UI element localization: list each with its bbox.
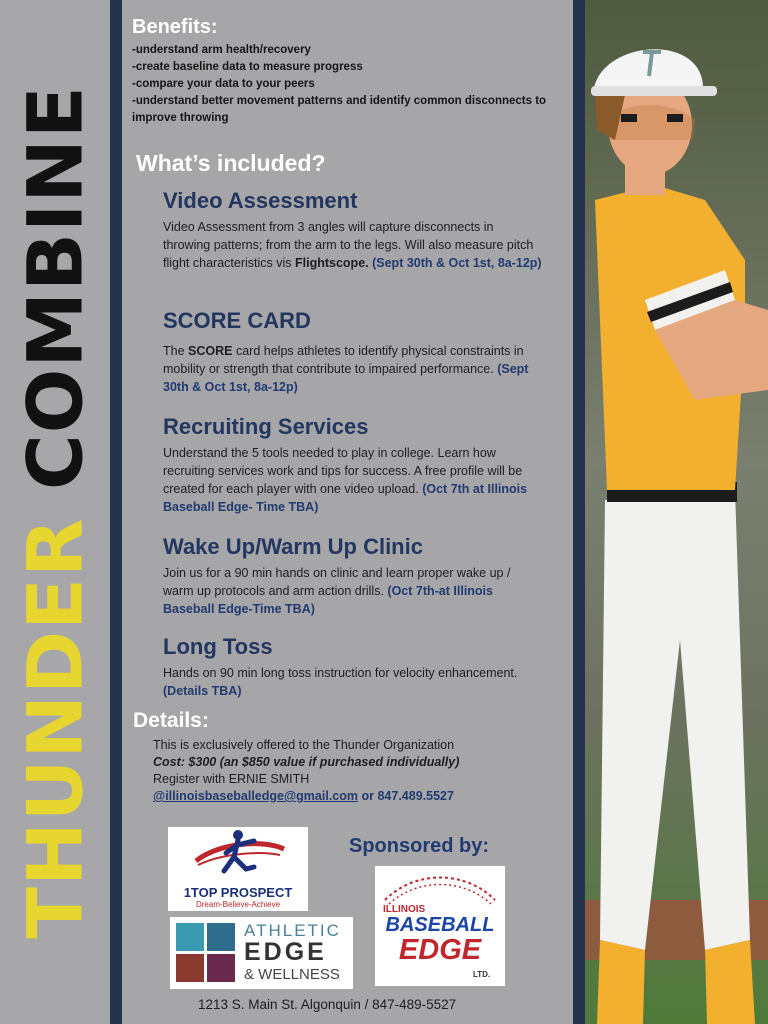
athletic-edge-line2: EDGE [244, 938, 327, 966]
athletic-edge-line1: ATHLETIC [244, 921, 341, 940]
pitcher-icon [168, 827, 308, 887]
athletic-edge-line3: & WELLNESS [244, 966, 340, 983]
baseball-edge-line4: LTD. [473, 970, 491, 979]
details-contact [153, 788, 553, 805]
section-title-wakeup: Wake Up/Warm Up Clinic [163, 534, 423, 559]
top-prospect-name: 1TOP PROSPECT [183, 885, 293, 900]
longtoss-schedule: (Details TBA) [163, 684, 242, 698]
section-body-recruiting [163, 444, 543, 516]
section-title-recruiting: Recruiting Services [163, 414, 369, 439]
title-band [0, 0, 110, 1024]
frame-right [573, 0, 585, 1024]
details-heading: Details: [133, 709, 209, 732]
section-body-score [163, 342, 543, 396]
benefit-item: -understand better movement patterns and identify common disconnects to improve throwing [132, 95, 547, 124]
baseball-edge-line3: EDGE [398, 934, 482, 966]
section-title-score: SCORE CARD [163, 308, 311, 333]
section-title-video: Video Assessment [163, 188, 358, 213]
address-line: 1213 S. Main St. Algonquin / 847-489-5527 [198, 997, 457, 1012]
score-bold: SCORE [188, 344, 233, 358]
title-word-thunder: THUNDER [10, 517, 100, 939]
score-pre: The [163, 344, 185, 358]
included-heading: What’s included? [136, 150, 326, 176]
benefit-item: -compare your data to your peers [132, 78, 315, 90]
athletic-edge-logo [170, 917, 353, 989]
longtoss-desc: Hands on 90 min long toss instruction for velocity enhancement. [163, 666, 518, 680]
benefit-item: -create baseline data to measure progress [132, 61, 363, 73]
score-schedule: (Sept 30th & Oct 1st, 8a-12p) [163, 362, 529, 394]
recruiting-desc: Understand the 5 tools needed to play in college. Learn how recruiting services work and tips for success. A free profile will be created for each player with one video upload. [163, 446, 523, 496]
wakeup-desc: Join us for a 90 min hands on clinic and learn proper wake up / warm up protocols and arm action drills. [163, 566, 511, 598]
event-title [11, 85, 100, 939]
frame-left [110, 0, 122, 1024]
details-register: Register with ERNIE SMITH [153, 772, 310, 786]
section-title-longtoss: Long Toss [163, 634, 273, 659]
section-body-longtoss [163, 664, 543, 700]
top-prospect-logo [168, 827, 308, 911]
athletic-edge-tiles-icon [176, 923, 236, 983]
contact-or: or [361, 789, 374, 803]
score-desc: card helps athletes to identify physical constraints in mobility or strength that contribute to impaired performance. [163, 344, 524, 376]
baseball-stitch-icon [375, 866, 505, 906]
top-prospect-tagline: Dream-Believe-Achieve [195, 900, 281, 909]
section-body-wakeup [163, 564, 543, 618]
baseball-player-illustration [585, 0, 768, 1024]
contact-phone: 847.489.5527 [377, 789, 454, 803]
recruiting-schedule: (Oct 7th at Illinois Baseball Edge- Time TBA) [163, 482, 528, 514]
video-desc: Video Assessment from 3 angles will capture disconnects in throwing patterns; from the arm to the legs. Will also measure pitch flight characteristics vis [163, 220, 534, 270]
section-body-video [163, 218, 543, 272]
player-photo [585, 0, 768, 1024]
wakeup-schedule: (Oct 7th-at Illinois Baseball Edge-Time TBA) [163, 584, 493, 616]
contact-email-link[interactable]: @illinoisbaseballedge@gmail.com [153, 789, 358, 803]
title-word-combine: COMBINE [10, 85, 100, 490]
baseball-edge-logo [375, 866, 505, 986]
details-body [153, 737, 553, 805]
details-line: This is exclusively offered to the Thunder Organization [153, 738, 455, 752]
details-cost: Cost: $300 (an $850 value if purchased individually) [153, 755, 460, 769]
content-panel [122, 0, 573, 1024]
video-flightscope: Flightscope. [295, 256, 369, 270]
benefits-heading: Benefits: [132, 16, 218, 38]
sponsored-label: Sponsored by: [349, 835, 490, 857]
benefits-list [132, 42, 562, 127]
baseball-edge-line2: BASEBALL [385, 914, 495, 936]
baseball-edge-line1: ILLINOIS [383, 904, 426, 915]
video-schedule: (Sept 30th & Oct 1st, 8a-12p) [372, 256, 542, 270]
benefit-item: -understand arm health/recovery [132, 44, 311, 56]
